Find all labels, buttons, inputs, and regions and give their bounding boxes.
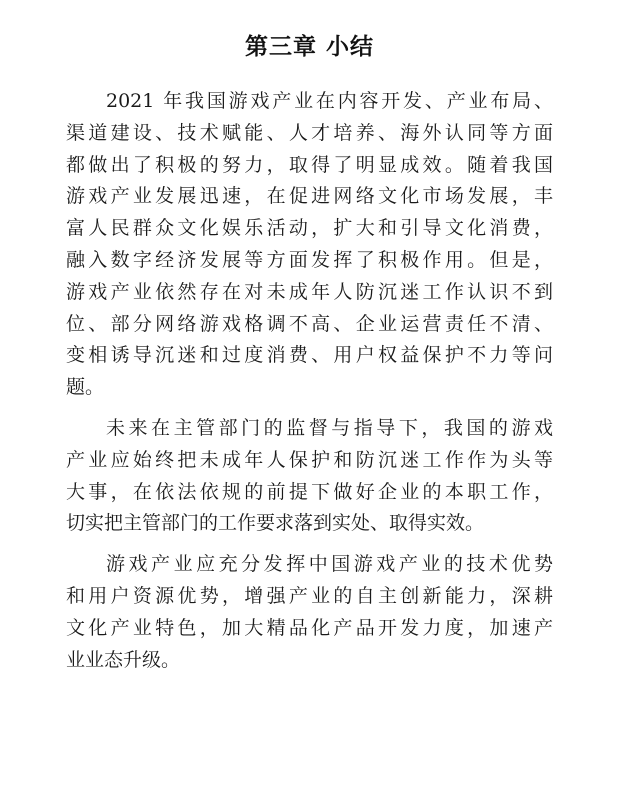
text-line: 未来在主管部门的监督与指导下，我国的游戏 [106, 416, 553, 439]
text-line: 游戏产业依然存在对未成年人防沉迷工作认识不到 [66, 280, 553, 303]
text-line: 渠道建设、技术赋能、人才培养、海外认同等方面 [66, 121, 553, 144]
text-line: 大事，在依法依规的前提下做好企业的本职工作， [66, 480, 553, 503]
text-line: 融入数字经济发展等方面发挥了积极作用。但是， [66, 248, 553, 271]
text-line: 游戏产业应充分发挥中国游戏产业的技术优势 [106, 553, 553, 576]
text-line: 变相诱导沉迷和过度消费、用户权益保护不力等问 [66, 344, 553, 367]
text-line: 文化产业特色，加大精品化产品开发力度，加速产 [66, 616, 553, 639]
paragraph-3 [66, 549, 553, 676]
text-line: 题。 [66, 376, 105, 399]
text-line: 产业应始终把未成年人保护和防沉迷工作作为头等 [66, 448, 553, 471]
text-line: 切实把主管部门的工作要求落到实处、取得实效。 [66, 512, 485, 535]
paragraph-2 [66, 413, 553, 540]
chapter-title: 第三章 小结 [244, 34, 374, 60]
text-line: 富人民群众文化娱乐活动，扩大和引导文化消费， [66, 217, 553, 240]
paragraph-1 [66, 86, 553, 404]
document-body [66, 86, 553, 676]
text-line: 位、部分网络游戏格调不高、企业运营责任不清、 [66, 312, 553, 335]
text-line: 和用户资源优势，增强产业的自主创新能力，深耕 [66, 584, 553, 607]
text-line: 都做出了积极的努力，取得了明显成效。随着我国 [66, 153, 553, 176]
text-line: 游戏产业发展迅速，在促进网络文化市场发展，丰 [66, 185, 553, 208]
text-line: 2021 年我国游戏产业在内容开发、产业布局、 [106, 90, 553, 112]
text-line: 业业态升级。 [66, 648, 181, 671]
